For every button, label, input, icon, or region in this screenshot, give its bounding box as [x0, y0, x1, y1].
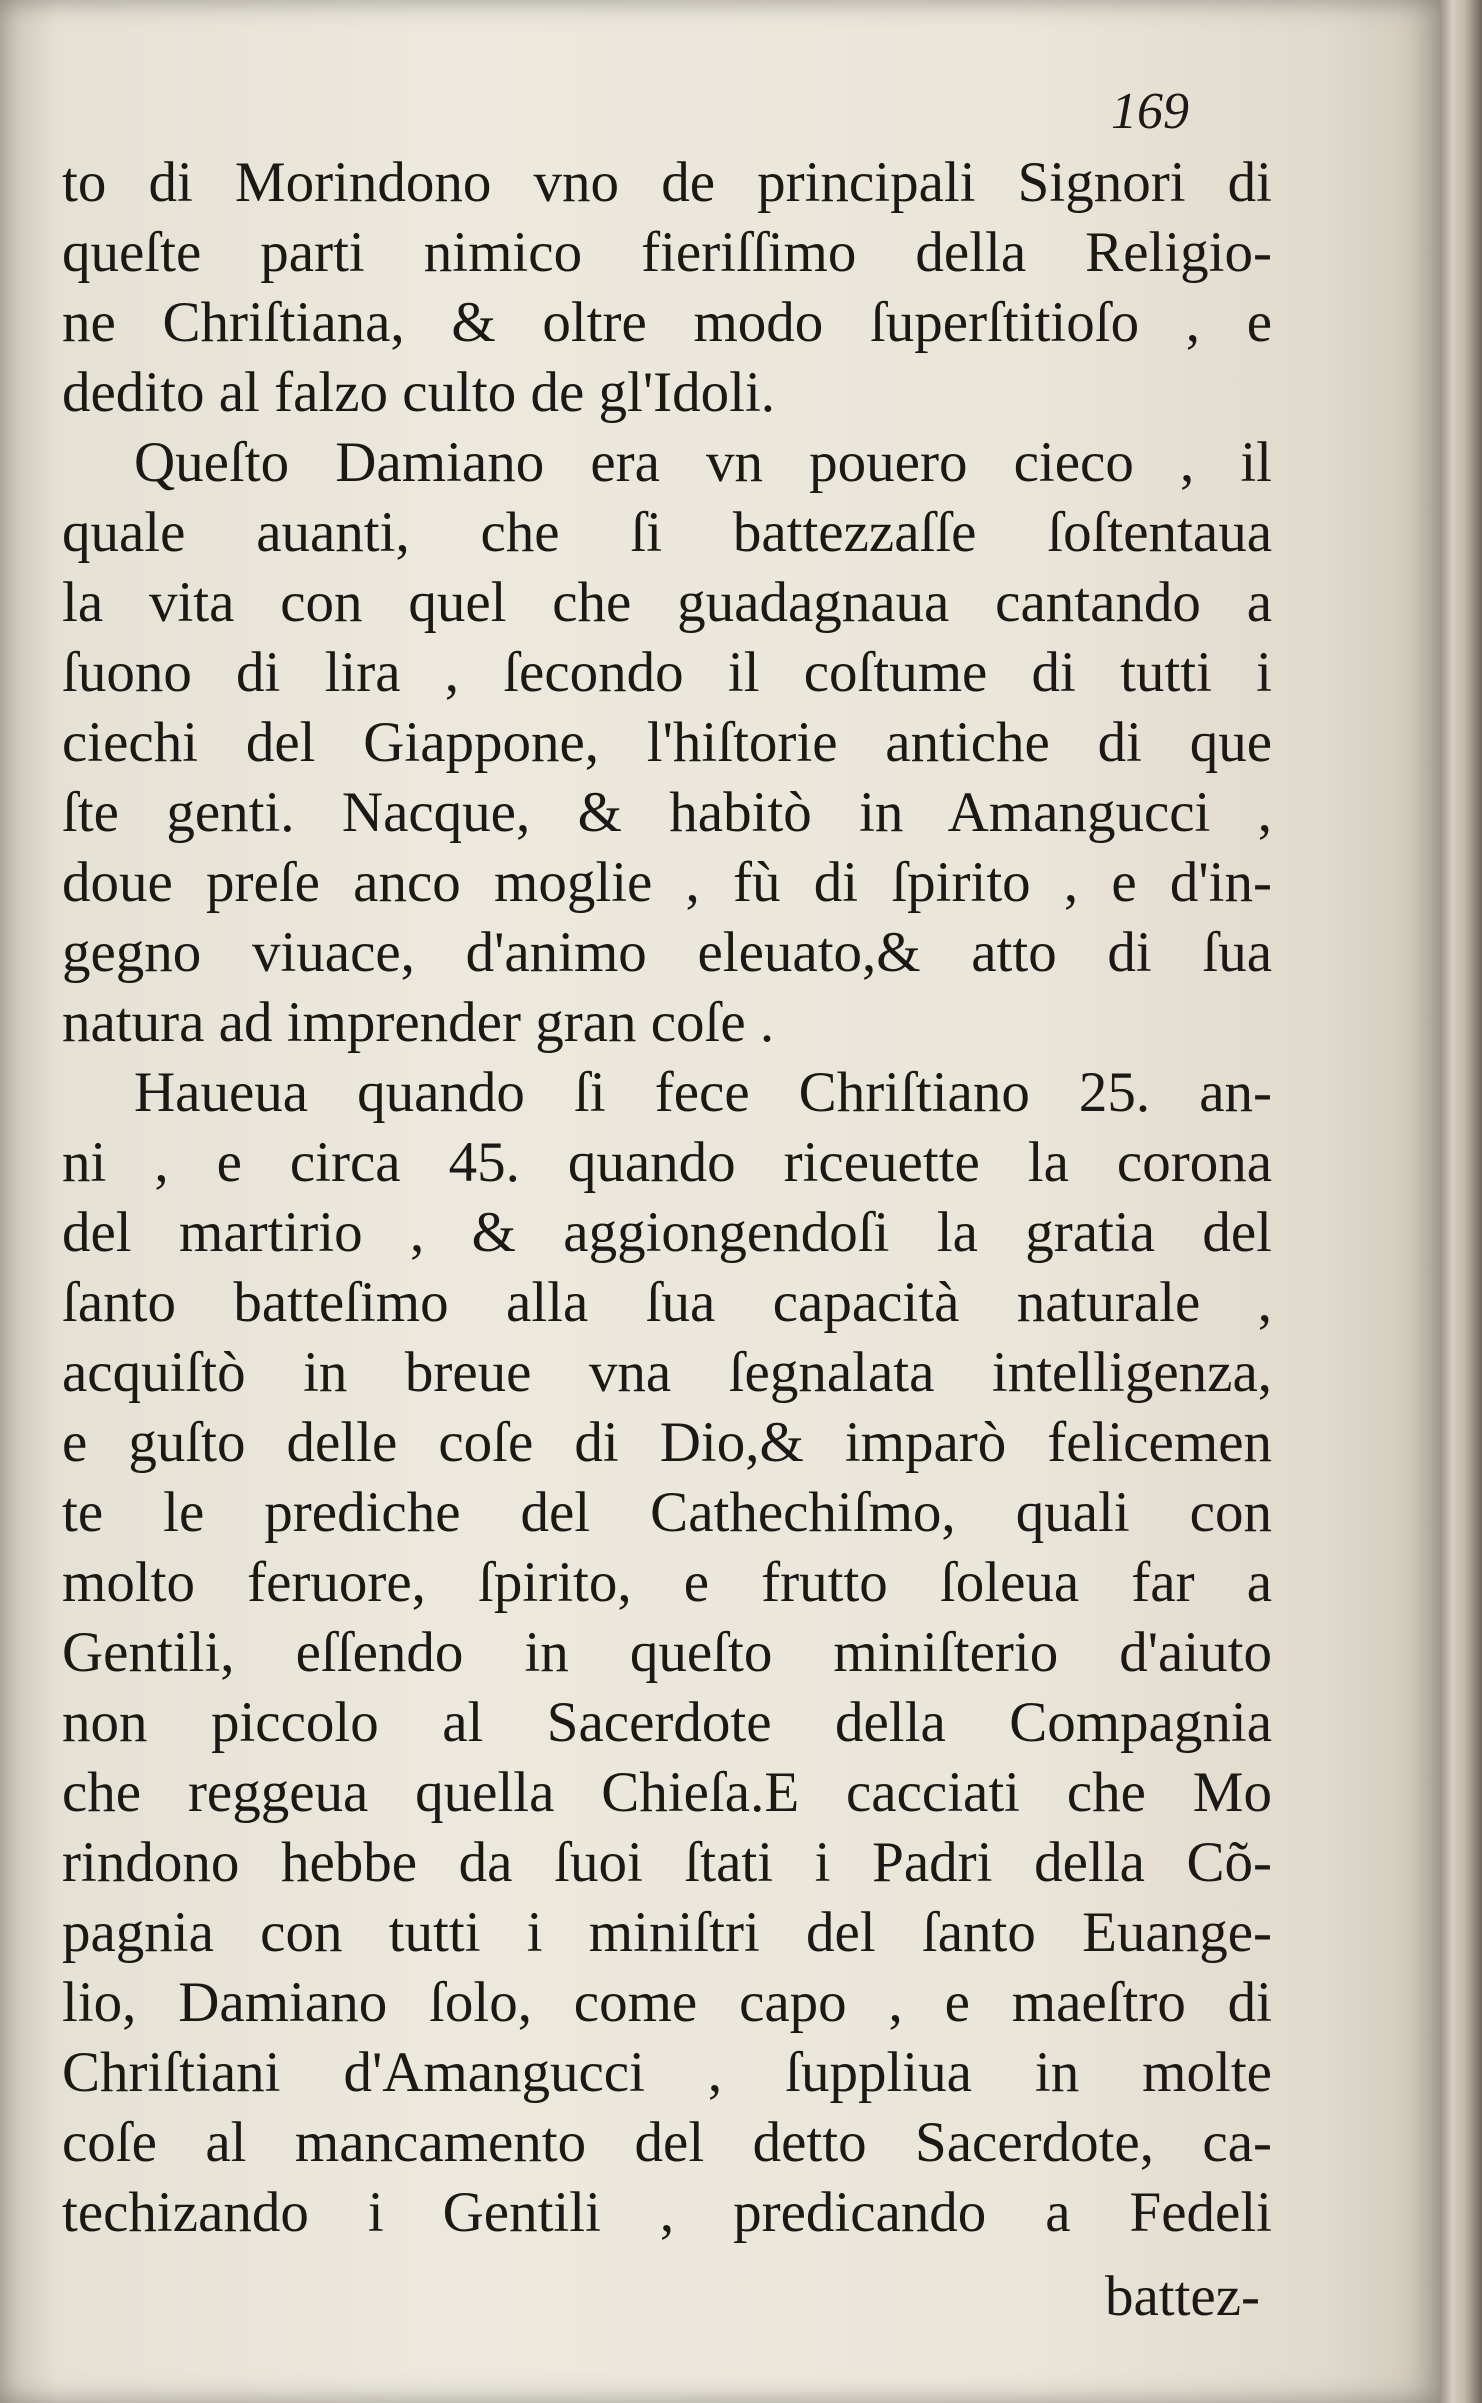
text-line: coſe al mancamento del detto Sacerdote, ca-	[62, 2111, 1272, 2174]
text-line: to di Morindono vno de principali Signori di	[62, 151, 1272, 214]
page-number: 169	[1111, 83, 1189, 140]
text-line: ni , e circa 45. quando riceuette la corona	[62, 1131, 1272, 1194]
text-line: gegno viuace, d'animo eleuato,& atto di ſua	[62, 921, 1272, 984]
page-edge	[1440, 0, 1482, 2403]
text-line: e guſto delle coſe di Dio,& imparò felicemen	[62, 1411, 1272, 1474]
text-line: ne Chriſtiana, & oltre modo ſuperſtitioſo , e	[62, 291, 1272, 354]
text-line: quale auanti, che ſi battezzaſſe ſoſtentaua	[62, 501, 1272, 564]
text-line: molto feruore, ſpirito, e frutto ſoleua far a	[62, 1551, 1272, 1614]
body-text	[62, 148, 1272, 2248]
text-line: ciechi del Giappone, l'hiſtorie antiche di que	[62, 711, 1272, 774]
catchword: battez-	[1104, 2265, 1260, 2328]
text-line: dedito al falzo culto de gl'Idoli.	[62, 361, 776, 424]
text-line: la vita con quel che guadagnaua cantando a	[62, 571, 1272, 634]
text-line: ſuono di lira , ſecondo il coſtume di tutti i	[62, 641, 1272, 704]
text-line: pagnia con tutti i miniſtri del ſanto Euange-	[62, 1901, 1272, 1964]
text-line: natura ad imprender gran coſe .	[62, 991, 775, 1054]
text-line: rindono hebbe da ſuoi ſtati i Padri della Cõ-	[62, 1831, 1272, 1894]
text-line: ſte genti. Nacque, & habitò in Amangucci ,	[62, 781, 1272, 844]
text-line: Chriſtiani d'Amangucci , ſuppliua in molte	[62, 2041, 1272, 2104]
text-line: Haueua quando ſi fece Chriſtiano 25. an-	[134, 1061, 1272, 1124]
text-line: ſanto batteſimo alla ſua capacità naturale ,	[62, 1271, 1272, 1334]
text-line: doue preſe anco moglie , fù di ſpirito , e d'in-	[62, 851, 1272, 914]
text-line: Gentili, eſſendo in queſto miniſterio d'aiuto	[62, 1621, 1272, 1684]
text-line: lio, Damiano ſolo, come capo , e maeſtro di	[62, 1971, 1272, 2034]
text-line: che reggeua quella Chieſa.E cacciati che Mo	[62, 1761, 1272, 1824]
text-line: te le prediche del Cathechiſmo, quali con	[62, 1481, 1272, 1544]
text-line: queſte parti nimico fieriſſimo della Religio-	[62, 221, 1272, 284]
text-line: acquiſtò in breue vna ſegnalata intelligenza,	[62, 1341, 1272, 1404]
text-line: techizando i Gentili , predicando a Fedeli	[62, 2181, 1272, 2244]
text-line: del martirio , & aggiongendoſi la gratia del	[62, 1201, 1272, 1264]
text-line: Queſto Damiano era vn pouero cieco , il	[134, 431, 1272, 494]
text-line: non piccolo al Sacerdote della Compagnia	[62, 1691, 1272, 1754]
